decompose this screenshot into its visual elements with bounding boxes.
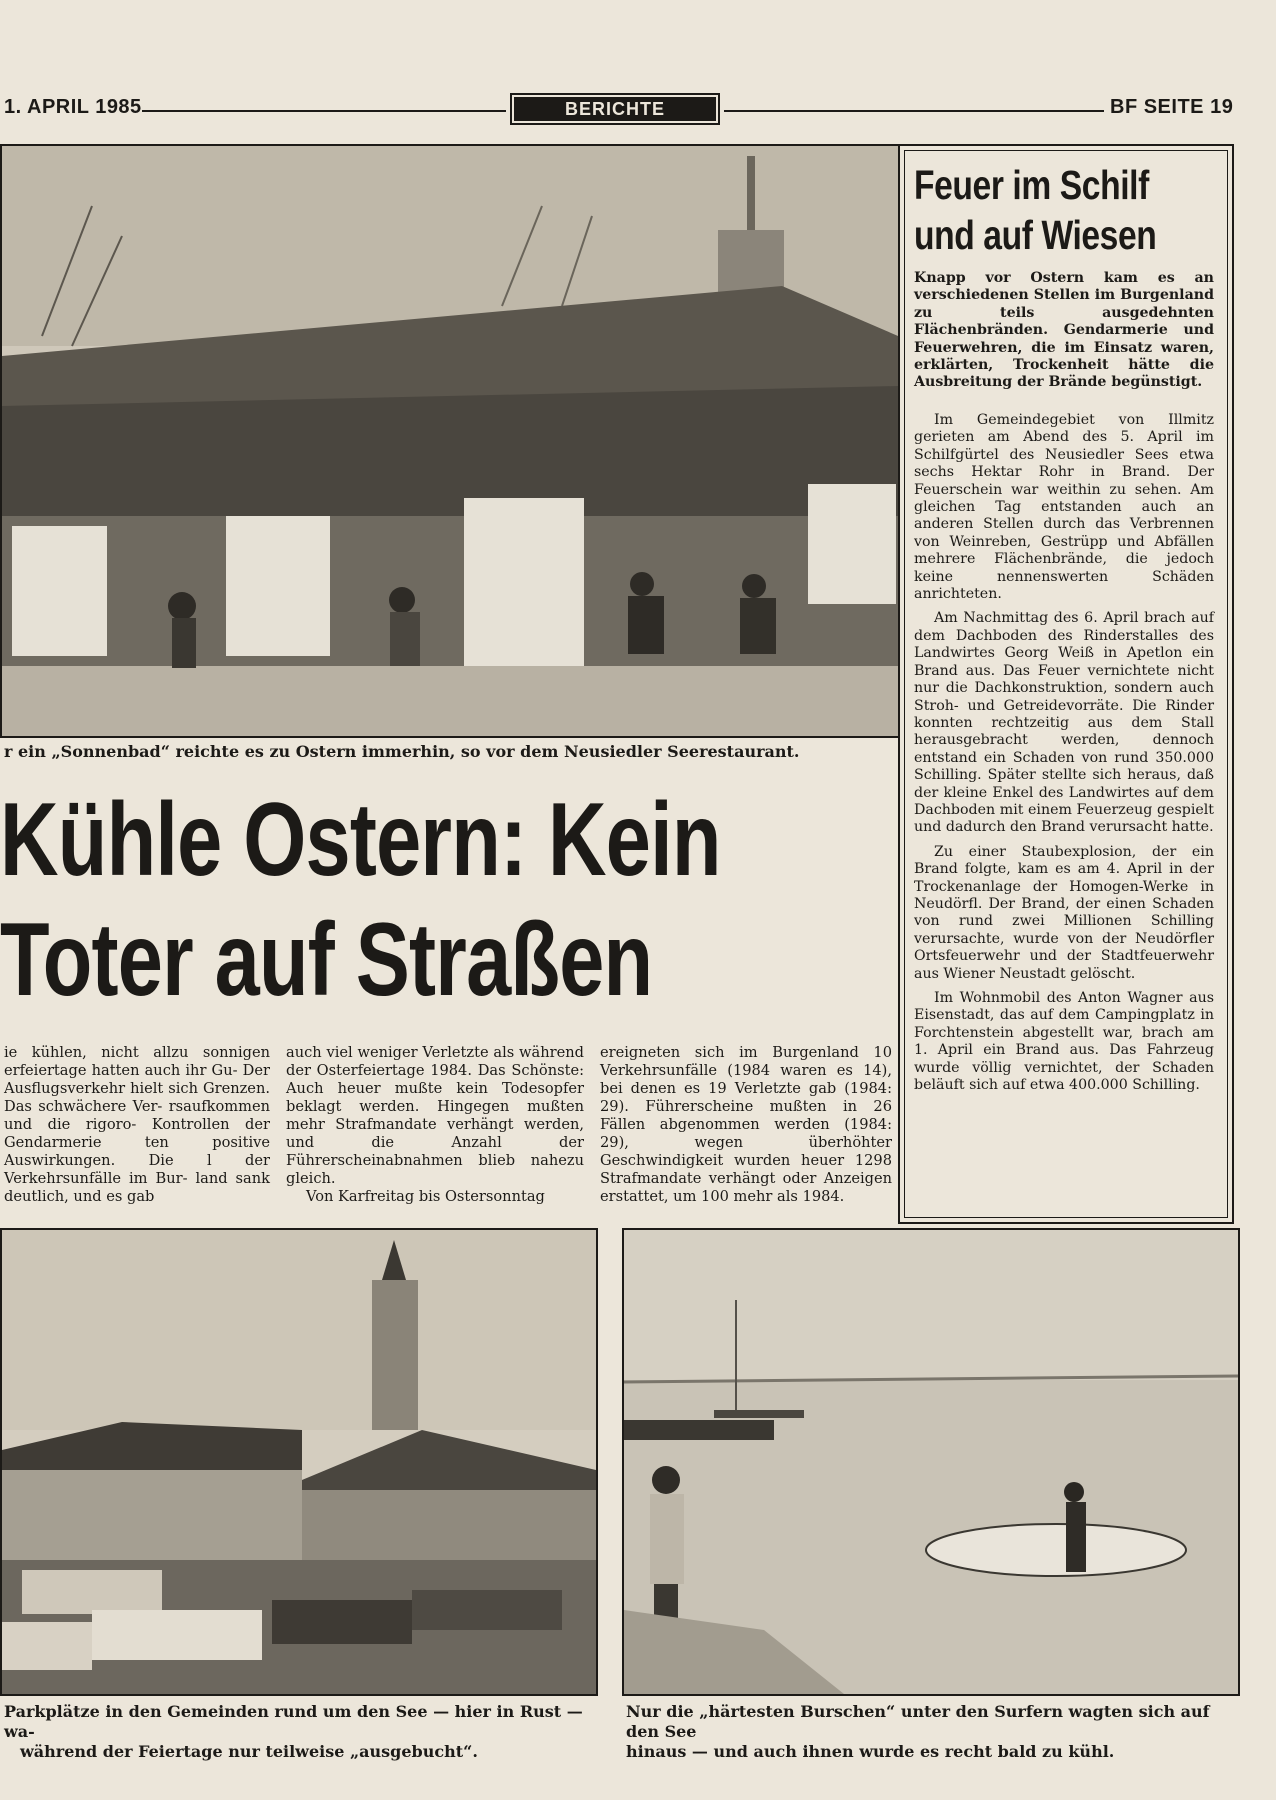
issue-date: 1. APRIL 1985 xyxy=(4,96,142,118)
sidebar-lead xyxy=(914,270,1214,399)
article-column-1-text: ie kühlen, nicht allzu sonnigen erfeiertage hatten auch ihr Gu- Der Ausflugsverkehr hielt sich Grenzen. Das schwächere Ver- rsaufkommen und die rigoro- Kontrollen der Gendarmerie ten positive Auswirkungen. Die l der Verkehrsunfälle im Bur- land sank deutlich, und es gab xyxy=(4,1044,270,1205)
masthead-rule-right xyxy=(724,110,1104,112)
bottom-right-caption xyxy=(626,1702,1236,1762)
article-column-3-text: ereigneten sich im Burgenland 10 Verkehrsunfälle (1984 waren es 14), bei denen es 19 Verletzte gab (1984: 29). Führerscheine mußten in 26 Fällen abgenommen werden (1984: 29), wegen überhöhter Geschwindigkeit wurden heuer 1298 Strafmandate verhängt oder Anzeigen erstattet, um 100 mehr als 1984. xyxy=(600,1044,892,1205)
sidebar-paragraph: Im Gemeindegebiet von Illmitz gerieten am Abend des 5. April im Schilfgürtel des Neusiedler Sees etwa sechs Hektar Rohr in Brand. Der Feuerschein war weithin zu sehen. Am gleichen Tag entstanden auch an anderen Stellen durch das Verbrennen von Weinreben, Gestrüpp und Abfällen mehrere Flächenbrände, die jedoch keine nennenswerten Schäden anrichteten. xyxy=(914,412,1214,603)
surfer-lake-illustration xyxy=(624,1230,1238,1694)
article-column-3 xyxy=(600,1044,892,1206)
bottom-left-caption-line-2: während der Feiertage nur teilweise „ausgebucht“. xyxy=(20,1742,478,1761)
main-headline-line-1: Kühle Ostern: Kein xyxy=(0,782,721,898)
sidebar-body xyxy=(914,412,1214,1101)
top-photo-caption: r ein „Sonnenbad“ reichte es zu Ostern immerhin, so vor dem Neusiedler Seerestaurant. xyxy=(4,742,800,761)
section-label-text: BERICHTE xyxy=(514,97,716,121)
masthead-rule-left xyxy=(142,110,506,112)
article-column-2-continued: Von Karfreitag bis Ostersonntag xyxy=(306,1188,545,1205)
bottom-right-caption-line-1: Nur die „härtesten Burschen“ unter den Surfern wagten sich auf den See xyxy=(626,1702,1210,1741)
bottom-right-caption-line-2: hinaus — und auch ihnen wurde es recht bald zu kühl. xyxy=(626,1742,1115,1761)
town-parking-illustration xyxy=(2,1230,596,1694)
sidebar-headline-line-2: und auf Wiesen xyxy=(914,212,1157,258)
sidebar-headline xyxy=(914,160,1168,260)
bottom-left-caption-line-1: Parkplätze in den Gemeinden rund um den See — hier in Rust — wa- xyxy=(4,1702,583,1741)
main-headline xyxy=(0,780,936,1020)
thatched-house-illustration xyxy=(2,146,898,736)
top-photo-thatched-restaurant xyxy=(0,144,900,738)
main-headline-line-2: Toter auf Straßen xyxy=(0,902,653,1018)
sidebar-lead-text: Knapp vor Ostern kam es an verschiedenen Stellen im Burgenland zu teils ausgedehnten Flächenbränden. Gendarmerie und Feuerwehren, die im Einsatz waren, erklärten, Trockenheit hätte die Ausbreitung der Brände begünstigt. xyxy=(914,270,1214,391)
article-column-1 xyxy=(4,1044,270,1206)
page-number: BF SEITE 19 xyxy=(1110,96,1234,118)
sidebar-paragraph: Am Nachmittag des 6. April brach auf dem Dachboden des Rinderstalles des Landwirtes Georg Weiß in Apetlon ein Brand aus. Das Feuer vernichtete nicht nur die Dachkonstruktion, sondern auch Stroh- und Getreidevorräte. Die Rinder konnten rechtzeitig aus dem Stall herausgebracht werden, dennoch entstand ein Schaden von rund 350.000 Schilling. Später stellte sich heraus, daß der kleine Enkel des Landwirtes auf dem Dachboden mit einem Feuerzeug gespielt und dadurch den Brand verursacht hatte. xyxy=(914,610,1214,836)
sidebar-paragraph: Im Wohnmobil des Anton Wagner aus Eisenstadt, das auf dem Campingplatz in Forchtenstein abgestellt war, brach am 1. April ein Brand aus. Das Fahrzeug wurde völlig vernichtet, der Schaden beläuft sich auf etwa 400.000 Schilling. xyxy=(914,990,1214,1094)
article-column-2 xyxy=(286,1044,584,1206)
sidebar-paragraph: Zu einer Staubexplosion, der ein Brand folgte, kam es am 4. April in der Trockenanlage der Homogen-Werke in Neudörfl. Der Brand, der einen Schaden von rund zwei Millionen Schilling verursachte, wurde von der Neudörfler Ortsfeuerwehr und der Stadtfeuerwehr aus Wiener Neustadt gelöscht. xyxy=(914,843,1214,982)
bottom-right-photo-surfer xyxy=(622,1228,1240,1696)
bottom-left-caption xyxy=(4,1702,594,1762)
sidebar-headline-line-1: Feuer im Schilf xyxy=(914,162,1149,208)
section-label xyxy=(510,93,720,125)
article-column-2-text: auch viel weniger Verletzte als während der Osterfeiertage 1984. Das Schönste: Auch heuer mußte kein Todesopfer beklagt werden. Hingegen mußten mehr Strafmandate verhängt werden, und die Anzahl der Führerscheinabnahmen blieb nahezu gleich. xyxy=(286,1044,584,1187)
bottom-left-photo-rust-parking xyxy=(0,1228,598,1696)
